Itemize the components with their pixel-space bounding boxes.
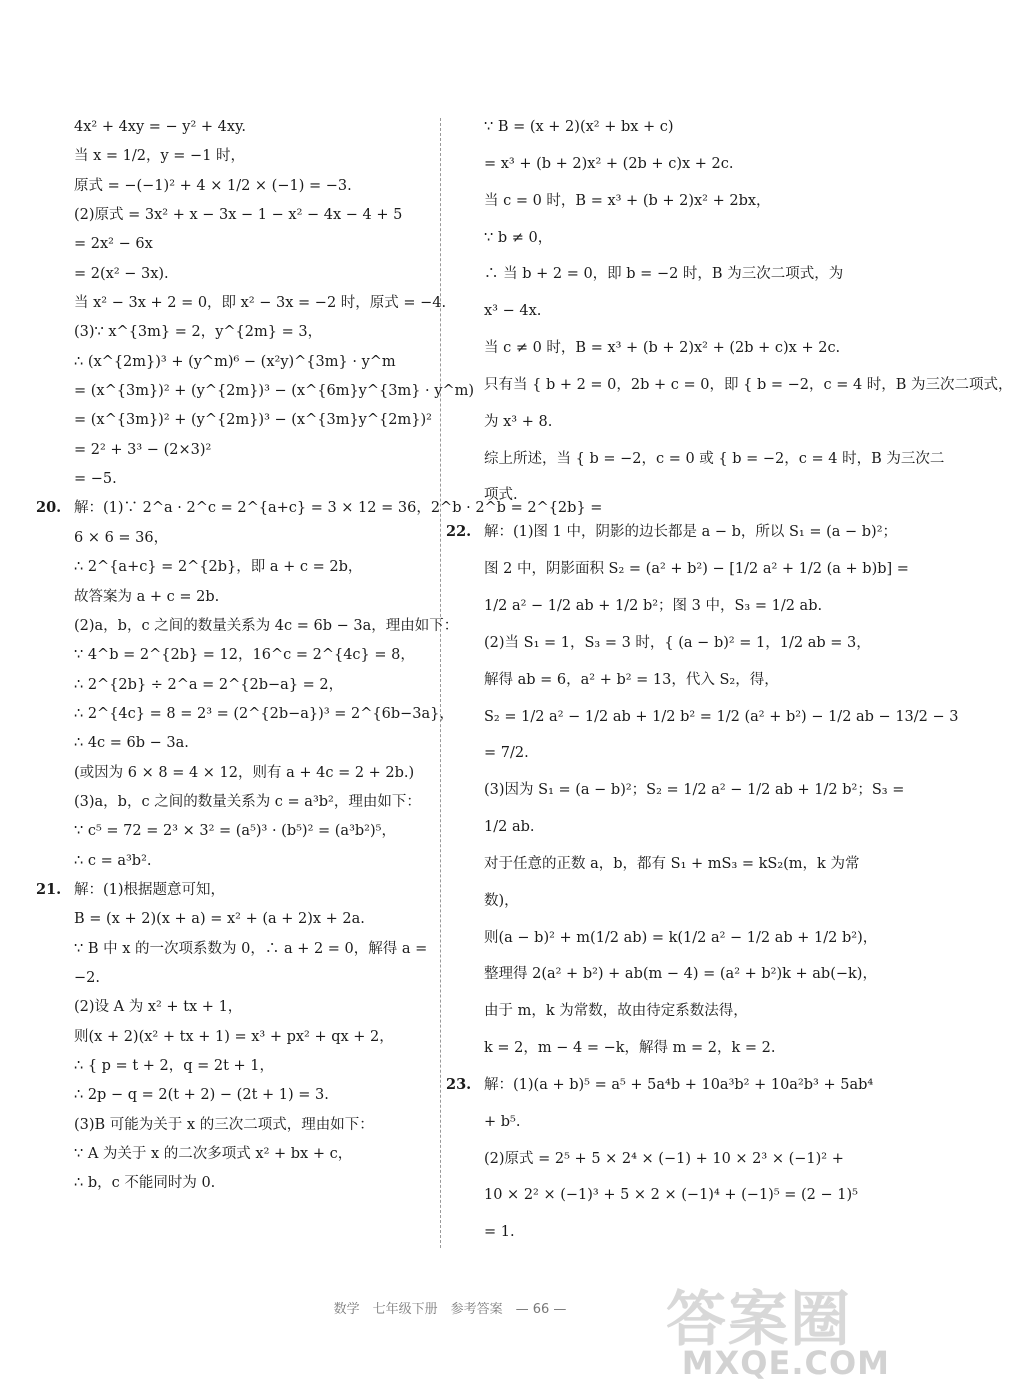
answer-line xyxy=(74,411,430,430)
answer-line xyxy=(446,523,898,542)
answer-line xyxy=(74,676,430,695)
answer-text: 1/2 ab. xyxy=(484,819,535,836)
answer-text: 当 c ≠ 0 时，B = x³ + (b + 2)x² + (2b + c)x + 2c. xyxy=(484,340,841,357)
answer-line xyxy=(484,486,844,505)
answer-text: 10 × 2² × (−1)³ + 5 × 2 × (−1)⁴ + (−1)⁵ = (2 − 1)⁵ xyxy=(484,1187,858,1204)
answer-line xyxy=(74,910,430,929)
answer-line xyxy=(74,617,459,636)
answer-text: (2)原式 = 3x² + x − 3x − 1 − x² − 4x − 4 + 5 xyxy=(74,207,403,224)
watermark-cn: 答案圈 xyxy=(666,1285,852,1355)
answer-line xyxy=(484,560,909,579)
answer-line xyxy=(484,339,844,358)
page-footer: 数学 七年级下册 参考答案 — 66 — xyxy=(333,1302,567,1317)
answer-text: = 2² + 3³ − (2×3)² xyxy=(74,441,212,458)
watermark-en: MXQE.COM xyxy=(681,1344,890,1382)
answer-line xyxy=(484,1223,844,1242)
answer-line xyxy=(484,1039,844,1058)
answer-text: ∴ 2p − q = 2(t + 2) − (2t + 1) = 3. xyxy=(74,1087,329,1104)
answer-line xyxy=(74,764,430,783)
answer-line xyxy=(484,1002,844,1021)
answer-line xyxy=(74,353,430,372)
answer-text: ∴ 4c = 6b − 3a. xyxy=(74,735,189,752)
answer-text: 4x² + 4xy = − y² + 4xy. xyxy=(74,119,246,135)
answer-line xyxy=(484,118,844,137)
answer-line xyxy=(484,450,945,469)
question-number: 22. xyxy=(446,523,472,541)
answer-line xyxy=(74,206,430,225)
answer-text: ∵ 4^b = 2^{2b} = 12，16^c = 2^{4c} = 8， xyxy=(74,647,415,664)
answer-line xyxy=(74,177,430,196)
answer-text: = x³ + (b + 2)x² + (2b + c)x + 2c. xyxy=(484,155,734,172)
answer-line xyxy=(484,929,878,948)
answer-text: (3)∵ x^{3m} = 2，y^{2m} = 3， xyxy=(74,324,323,341)
answer-text: 当 c = 0 时，B = x³ + (b + 2)x² + 2bx， xyxy=(484,192,771,209)
answer-text: (2)原式 = 2⁵ + 5 × 2⁴ × (−1) + 10 × 2³ × (−1)² + xyxy=(484,1150,844,1167)
answer-line xyxy=(74,441,430,460)
answer-line xyxy=(484,1150,844,1169)
answer-text: ∵ A 为关于 x 的二次多项式 x² + bx + c， xyxy=(74,1146,353,1163)
answer-text: = 1. xyxy=(484,1224,515,1241)
answer-text: 整理得 2(a² + b²) + ab(m − 4) = (a² + b²)k + ab(−k)， xyxy=(484,966,877,983)
answer-text: ∴ 2^{2b} ÷ 2^a = 2^{2b−a} = 2， xyxy=(74,676,344,693)
answer-line xyxy=(74,470,430,489)
answer-text: ∵ b ≠ 0， xyxy=(484,229,553,246)
answer-line xyxy=(484,855,860,874)
answer-text: ∴ { p = t + 2，q = 2t + 1， xyxy=(74,1058,275,1074)
answer-line xyxy=(484,892,844,911)
answer-line xyxy=(484,413,844,432)
answer-text: 解：(1)图 1 中，阴影的边长都是 a − b，所以 S₁ = (a − b)²； xyxy=(484,524,898,541)
answer-line xyxy=(74,646,430,665)
answer-line xyxy=(484,965,877,984)
answer-text: ∴ (x^{2m})³ + (y^m)⁶ − (x²y)^{3m} · y^m xyxy=(74,353,396,370)
answer-text: (或因为 6 × 8 = 4 × 12，则有 a + 4c = 2 + 2b.) xyxy=(74,764,415,781)
answer-text: 由于 m，k 为常数，故由待定系数法得， xyxy=(484,1003,748,1020)
answer-line xyxy=(74,705,454,724)
answer-line xyxy=(484,597,844,616)
answer-text: 1/2 a² − 1/2 ab + 1/2 b²；图 3 中，S₃ = 1/2 ab. xyxy=(484,597,823,614)
answer-line xyxy=(74,382,475,401)
answer-line xyxy=(484,192,844,211)
answer-text: = 7/2. xyxy=(484,745,529,762)
answer-line xyxy=(484,744,844,763)
answer-text: 解：(1)∵ 2^a · 2^c = 2^{a+c} = 3 × 12 = 36，2^b · 2^b = 2^{2b} = xyxy=(74,500,603,517)
answer-line xyxy=(74,734,430,753)
answer-text: (3)a，b，c 之间的数量关系为 c = a³b²，理由如下： xyxy=(74,793,421,810)
watermark-logo xyxy=(630,1272,890,1382)
answer-text: 则(x + 2)(x² + tx + 1) = x³ + px² + qx + 2， xyxy=(74,1028,394,1045)
answer-text: 当 x² − 3x + 2 = 0，即 x² − 3x = −2 时，原式 = −4. xyxy=(74,295,447,312)
answer-line xyxy=(74,998,430,1017)
answer-text: (2)设 A 为 x² + tx + 1， xyxy=(74,999,243,1016)
answer-line xyxy=(484,155,844,174)
answer-line xyxy=(484,818,844,837)
question-number: 23. xyxy=(446,1075,472,1093)
answer-line xyxy=(484,229,844,248)
answer-text: 原式 = −(−1)² + 4 × 1/2 × (−1) = −3. xyxy=(74,177,352,194)
answer-line xyxy=(484,634,871,653)
answer-line xyxy=(74,529,430,548)
answer-text: 6 × 6 = 36， xyxy=(74,529,169,546)
answer-line xyxy=(484,302,844,321)
answer-text: = −5. xyxy=(74,471,117,488)
answer-text: = 2x² − 6x xyxy=(74,236,153,253)
answer-line xyxy=(484,265,844,284)
answer-text: (3)B 可能为关于 x 的三次二项式，理由如下： xyxy=(74,1116,374,1133)
answer-text: 项式. xyxy=(484,487,518,504)
answer-text: 解得 ab = 6，a² + b² = 13，代入 S₂，得， xyxy=(484,671,779,688)
answer-line xyxy=(36,880,430,900)
answer-text: 只有当 { b + 2 = 0，2b + c = 0，即 { b = −2，c = 4 时，B 为三次二项式， xyxy=(484,376,1013,393)
answer-text: 当 x = 1/2，y = −1 时， xyxy=(74,148,246,165)
answer-line xyxy=(74,1086,430,1105)
answer-text: k = 2，m − 4 = −k，解得 m = 2，k = 2. xyxy=(484,1040,776,1057)
answer-text: ∴ 2^{a+c} = 2^{2b}，即 a + c = 2b， xyxy=(74,559,363,576)
question-number: 20. xyxy=(36,499,62,517)
answer-line xyxy=(484,781,905,800)
answer-line xyxy=(36,499,603,518)
answer-text: ∴ c = a³b². xyxy=(74,852,152,869)
answer-text: 故答案为 a + c = 2b. xyxy=(74,588,220,605)
answer-text: 综上所述，当 { b = −2，c = 0 或 { b = −2，c = 4 时，B 为三次二 xyxy=(484,450,945,467)
answer-text: −2. xyxy=(74,969,100,986)
answer-line xyxy=(74,793,430,812)
answer-line xyxy=(74,265,430,284)
answer-line xyxy=(74,323,430,342)
answer-line xyxy=(74,118,430,137)
answer-text: 为 x³ + 8. xyxy=(484,413,553,430)
answer-text: = (x^{3m})² + (y^{2m})³ − (x^{6m}y^{3m} · y^m) xyxy=(74,383,475,400)
answer-line xyxy=(74,147,430,166)
answer-line xyxy=(484,1113,844,1132)
answer-text: 对于任意的正数 a，b，都有 S₁ + mS₃ = kS₂(m，k 为常 xyxy=(484,855,860,872)
answer-line xyxy=(484,671,844,690)
right-column xyxy=(446,118,1013,1260)
answer-line xyxy=(74,969,430,988)
answer-line xyxy=(74,294,447,313)
answer-text: 则(a − b)² + m(1/2 ab) = k(1/2 a² − 1/2 ab + 1/2 b²)， xyxy=(484,929,878,946)
answer-text: ∵ c⁵ = 72 = 2³ × 3² = (a⁵)³ · (b⁵)² = (a³b²)⁵， xyxy=(74,823,396,840)
answer-text: 数)， xyxy=(484,892,519,909)
answer-text: ∵ B = (x + 2)(x² + bx + c) xyxy=(484,119,674,135)
answer-line xyxy=(74,940,430,959)
answer-text: 图 2 中，阴影面积 S₂ = (a² + b²) − [1/2 a² + 1/2 (a + b)b] = xyxy=(484,561,909,578)
answer-text: ∴ 2^{4c} = 8 = 2³ = (2^{2b−a})³ = 2^{6b−3a}， xyxy=(74,705,454,722)
answer-text: (3)因为 S₁ = (a − b)²；S₂ = 1/2 a² − 1/2 ab + 1/2 b²；S₃ = xyxy=(484,782,905,799)
answer-text: 解：(1)根据题意可知， xyxy=(74,881,226,898)
answer-line xyxy=(74,558,430,577)
answer-line xyxy=(74,235,430,254)
answer-text: 解：(1)(a + b)⁵ = a⁵ + 5a⁴b + 10a³b² + 10a²b³ + 5ab⁴ xyxy=(484,1076,874,1093)
answer-line xyxy=(74,852,430,871)
answer-line xyxy=(74,1116,430,1135)
answer-line xyxy=(484,708,959,727)
answer-text: (2)当 S₁ = 1，S₃ = 3 时，{ (a − b)² = 1，1/2 ab = 3， xyxy=(484,634,871,651)
answer-text: ∴ 当 b + 2 = 0，即 b = −2 时，B 为三次二项式，为 xyxy=(484,266,844,283)
answer-line xyxy=(74,1057,430,1076)
answer-text: B = (x + 2)(x + a) = x² + (a + 2)x + 2a. xyxy=(74,911,365,928)
answer-line xyxy=(74,588,430,607)
answer-line xyxy=(446,1075,874,1095)
answer-text: S₂ = 1/2 a² − 1/2 ab + 1/2 b² = 1/2 (a² + b²) − 1/2 ab − 13/2 − 3 xyxy=(484,708,959,725)
answer-text: ∴ b，c 不能同时为 0. xyxy=(74,1175,216,1192)
answer-line xyxy=(74,1145,430,1164)
answer-text: = 2(x² − 3x). xyxy=(74,265,169,282)
answer-line xyxy=(74,1028,430,1047)
answer-text: = (x^{3m})² + (y^{2m})³ − (x^{3m}y^{2m})² xyxy=(74,412,432,429)
answer-line xyxy=(74,822,430,841)
answer-text: + b⁵. xyxy=(484,1113,521,1130)
question-number: 21. xyxy=(36,880,62,898)
answer-line xyxy=(74,1174,430,1193)
column-divider xyxy=(440,118,441,1248)
answer-line xyxy=(484,376,1013,395)
answer-text: ∵ B 中 x 的一次项系数为 0，∴ a + 2 = 0，解得 a = xyxy=(74,940,428,957)
answer-text: x³ − 4x. xyxy=(484,303,542,320)
answer-text: (2)a，b，c 之间的数量关系为 4c = 6b − 3a，理由如下： xyxy=(74,617,459,634)
answer-line xyxy=(484,1186,858,1205)
